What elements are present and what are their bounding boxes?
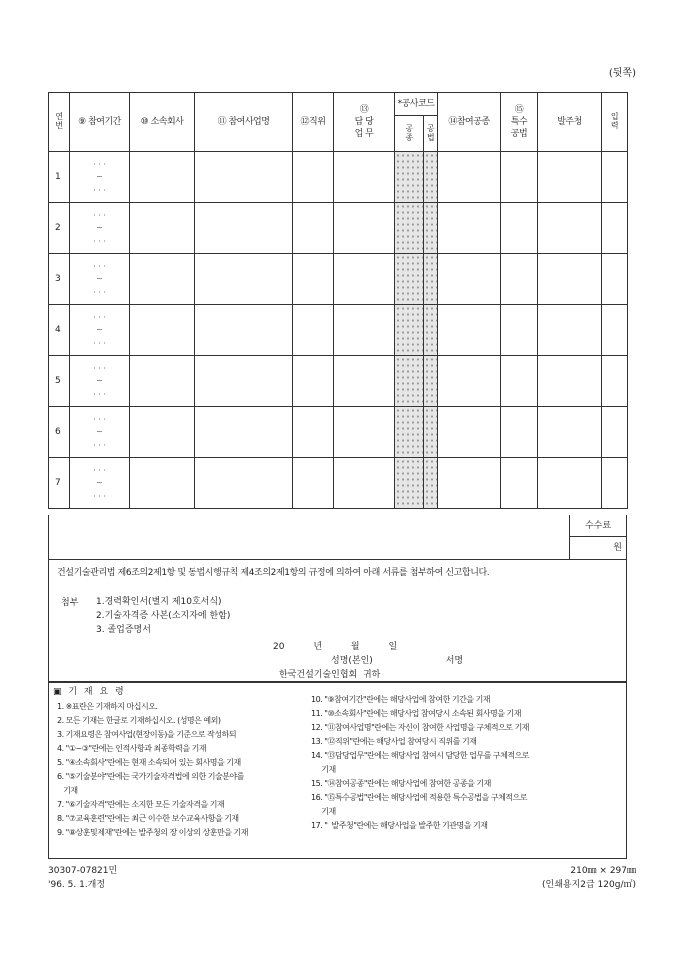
cell-special[interactable] — [501, 305, 538, 356]
instruction-item: 3. 기재요령은 참여사업(현장이동)을 기준으로 작성하되 — [57, 730, 237, 739]
date-year[interactable]: 년 — [313, 642, 323, 652]
sign-label[interactable]: 서명 — [445, 656, 464, 666]
cell-client[interactable] — [538, 203, 602, 254]
table-row — [49, 407, 628, 458]
cell-seq: 4 — [49, 305, 70, 356]
cell-special[interactable] — [501, 152, 538, 203]
cell-code-method[interactable] — [424, 458, 438, 509]
cell-work-type[interactable] — [438, 254, 501, 305]
cell-work-type[interactable] — [438, 203, 501, 254]
period-end-dots: · · · — [93, 339, 106, 348]
cell-duty[interactable] — [334, 152, 395, 203]
instruction-item: 5. "④소속회사"란에는 현재 소속되어 있는 회사명을 기재 — [57, 758, 241, 767]
cell-special[interactable] — [501, 407, 538, 458]
cell-position[interactable] — [293, 254, 334, 305]
career-table — [48, 92, 628, 509]
cell-code-type[interactable] — [395, 152, 424, 203]
header-seq — [49, 93, 70, 152]
cell-code-method[interactable] — [424, 152, 438, 203]
instruction-item: 7. "⑥기술자격"란에는 소지한 모든 기술자격을 기재 — [57, 800, 225, 809]
header-special — [501, 93, 538, 152]
table-row — [49, 203, 628, 254]
period-end-dots: · · · — [93, 186, 106, 195]
attachments-list — [96, 595, 230, 637]
cell-company[interactable] — [130, 407, 195, 458]
cell-project[interactable] — [195, 203, 293, 254]
fee-section — [48, 515, 627, 560]
period-start-dots: · · · — [93, 364, 106, 373]
header-input-text: 입력 — [610, 112, 619, 130]
cell-seq: 1 — [49, 152, 70, 203]
cell-position[interactable] — [293, 203, 334, 254]
cell-seq: 2 — [49, 203, 70, 254]
cell-code-method[interactable] — [424, 305, 438, 356]
period-start-dots: · · · — [93, 313, 106, 322]
cell-work-type[interactable] — [438, 356, 501, 407]
cell-period[interactable] — [70, 407, 130, 458]
header-duty-num: ⑬ — [359, 105, 369, 115]
period-start-dots: · · · — [93, 466, 106, 475]
date-year-prefix[interactable]: 20 — [273, 642, 285, 652]
cell-duty[interactable] — [334, 254, 395, 305]
cell-duty[interactable] — [334, 458, 395, 509]
cell-client[interactable] — [538, 254, 602, 305]
date-month[interactable]: 월 — [350, 642, 360, 652]
instruction-item: 13. "⑫직위"란에는 해당사업 참여당시 직위를 기재 — [311, 737, 477, 746]
instruction-item: 8. "⑦교육훈련"란에는 최근 이수한 보수교육사항을 기재 — [57, 814, 239, 823]
period-end-dots: · · · — [93, 492, 106, 501]
cell-input[interactable] — [602, 254, 628, 305]
cell-work-type[interactable] — [438, 407, 501, 458]
cell-client[interactable] — [538, 305, 602, 356]
table-row — [49, 152, 628, 203]
attachment-item: 3. 졸업증명서 — [96, 625, 151, 635]
cell-position[interactable] — [293, 458, 334, 509]
date-line — [273, 639, 423, 652]
fee-unit[interactable]: 원 — [569, 537, 626, 559]
period-separator: ~ — [96, 223, 103, 232]
cell-input[interactable] — [602, 152, 628, 203]
cell-project[interactable] — [195, 407, 293, 458]
header-code-type-text: 공 종 — [405, 123, 413, 142]
header-position: ⑫직위 — [293, 93, 334, 152]
header-code: *공사코드 — [395, 93, 438, 116]
instruction-item: 1. ※표란은 기재하지 마십시오. — [57, 702, 158, 711]
cell-seq: 5 — [49, 356, 70, 407]
instruction-item: 2. 모든 기재는 한글로 기재하십시오. (성명은 예외) — [57, 716, 221, 725]
cell-code-method[interactable] — [424, 203, 438, 254]
cell-input[interactable] — [602, 356, 628, 407]
instruction-item: 6. "⑤기술분야"란에는 국가기술자격법에 의한 기술분야를 기재 — [57, 772, 244, 795]
instruction-item: 4. "①~③"란에는 인적사항과 최종학력을 기재 — [57, 744, 207, 753]
instructions-title: ▣ 기 재 요 령 — [53, 687, 126, 697]
cell-duty[interactable] — [334, 203, 395, 254]
cell-seq: 7 — [49, 458, 70, 509]
cell-project[interactable] — [195, 254, 293, 305]
cell-position[interactable] — [293, 152, 334, 203]
paper-size: 210㎜ × 297㎜ — [570, 866, 636, 876]
header-code-type — [395, 116, 424, 152]
cell-code-type[interactable] — [395, 305, 424, 356]
cell-code-method[interactable] — [424, 407, 438, 458]
cell-project[interactable] — [195, 458, 293, 509]
period-separator: ~ — [96, 172, 103, 181]
header-special-num: ⑮ — [514, 105, 524, 115]
date-day[interactable]: 일 — [388, 642, 398, 652]
period-separator: ~ — [96, 325, 103, 334]
declaration-text: 건설기술관리법 제6조의2제1항 및 동법시행규칙 제4조의2제1항의 규정에 의하여 아래 서류를 첨부하여 신고합니다. — [57, 568, 490, 578]
back-side-label: (뒷쪽) — [608, 68, 636, 79]
instruction-item: 9. "⑧상훈및제재"란에는 발주청의 장 이상의 상훈만을 기재 — [57, 828, 248, 837]
cell-seq: 6 — [49, 407, 70, 458]
header-company: ⑩ 소속회사 — [130, 93, 195, 152]
header-seq-text: 연번 — [55, 112, 63, 130]
cell-duty[interactable] — [334, 356, 395, 407]
header-period: ⑨ 참여기간 — [70, 93, 130, 152]
header-client: 발주청 — [538, 93, 602, 152]
cell-special[interactable] — [501, 356, 538, 407]
cell-code-method[interactable] — [424, 254, 438, 305]
header-project: ⑪ 참여사업명 — [195, 93, 293, 152]
cell-client[interactable] — [538, 458, 602, 509]
cell-input[interactable] — [602, 407, 628, 458]
cell-company[interactable] — [130, 458, 195, 509]
cell-work-type[interactable] — [438, 152, 501, 203]
cell-client[interactable] — [538, 356, 602, 407]
period-separator: ~ — [96, 274, 103, 283]
instructions-right — [311, 693, 623, 833]
cell-position[interactable] — [293, 356, 334, 407]
signature-line — [331, 653, 463, 666]
header-code-method — [424, 116, 438, 152]
cell-seq: 3 — [49, 254, 70, 305]
cell-company[interactable] — [130, 254, 195, 305]
header-code-method-text: 공법 — [426, 123, 435, 142]
period-start-dots: · · · — [93, 415, 106, 424]
form-code: 30307-07821민 — [48, 866, 118, 876]
cell-special[interactable] — [501, 203, 538, 254]
cell-period[interactable] — [70, 203, 130, 254]
cell-duty[interactable] — [334, 305, 395, 356]
header-duty-line1: 담 당 — [354, 117, 374, 127]
period-end-dots: · · · — [93, 237, 106, 246]
cell-period[interactable] — [70, 356, 130, 407]
cell-work-type[interactable] — [438, 305, 501, 356]
cell-input[interactable] — [602, 458, 628, 509]
cell-work-type[interactable] — [438, 458, 501, 509]
cell-code-type[interactable] — [395, 356, 424, 407]
instruction-item: 10. "⑨참여기간"란에는 해당사업에 참여한 기간을 기재 — [311, 695, 491, 704]
cell-project[interactable] — [195, 152, 293, 203]
recipient: 한국건설기술인협회 귀하 — [279, 670, 381, 680]
instruction-item: 11. "⑩소속회사"란에는 해당사업 참여당시 소속된 회사명을 기재 — [311, 709, 521, 718]
table-row — [49, 458, 628, 509]
cell-code-type[interactable] — [395, 254, 424, 305]
cell-project[interactable] — [195, 305, 293, 356]
period-start-dots: · · · — [93, 160, 106, 169]
table-row — [49, 305, 628, 356]
cell-period[interactable] — [70, 152, 130, 203]
footer-left — [48, 864, 117, 892]
cell-position[interactable] — [293, 305, 334, 356]
fee-label: 수수료 — [569, 515, 626, 537]
cell-company[interactable] — [130, 203, 195, 254]
period-end-dots: · · · — [93, 288, 106, 297]
cell-company[interactable] — [130, 152, 195, 203]
period-start-dots: · · · — [93, 262, 106, 271]
cell-special[interactable] — [501, 254, 538, 305]
cell-code-type[interactable] — [395, 407, 424, 458]
cell-code-type[interactable] — [395, 458, 424, 509]
period-start-dots: · · · — [93, 211, 106, 220]
period-end-dots: · · · — [93, 441, 106, 450]
instruction-item: 12. "⑪참여사업명"란에는 자신이 참여한 사업명을 구체적으로 기재 — [311, 723, 530, 732]
cell-company[interactable] — [130, 356, 195, 407]
instructions-left — [57, 700, 309, 840]
cell-special[interactable] — [501, 458, 538, 509]
period-end-dots: · · · — [93, 390, 106, 399]
cell-code-method[interactable] — [424, 356, 438, 407]
footer-right — [542, 864, 636, 892]
header-duty-line2: 업 무 — [354, 129, 374, 139]
table-row — [49, 356, 628, 407]
paper-spec: (인쇄용지2급 120g/㎡) — [541, 880, 636, 890]
header-special-line2: 공법 — [510, 129, 528, 139]
attachments-title: 첨부 — [61, 598, 79, 608]
header-input — [602, 93, 628, 152]
instructions-section — [48, 682, 627, 859]
cell-duty[interactable] — [334, 407, 395, 458]
instruction-item: 14. "⑬담당업무"란에는 해당사업 참여시 담당한 업무를 구체적으로 기재 — [311, 751, 530, 774]
instruction-item: 16. "⑮특수공법"란에는 해당사업에 적용한 특수공법을 구체적으로 기재 — [311, 793, 527, 816]
revision-date: '96. 5. 1.개정 — [48, 880, 106, 890]
instruction-item: 15. "⑭참여공종"란에는 해당사업에 참여한 공종을 기재 — [311, 779, 491, 788]
declaration-section — [48, 560, 627, 682]
cell-client[interactable] — [538, 152, 602, 203]
cell-company[interactable] — [130, 305, 195, 356]
period-separator: ~ — [96, 478, 103, 487]
cell-client[interactable] — [538, 407, 602, 458]
period-separator: ~ — [96, 427, 103, 436]
cell-period[interactable] — [70, 254, 130, 305]
cell-position[interactable] — [293, 407, 334, 458]
header-work-type: ⑭참여공종 — [438, 93, 501, 152]
signer-label[interactable]: 성명(본인) — [331, 656, 373, 666]
period-separator: ~ — [96, 376, 103, 385]
cell-code-type[interactable] — [395, 203, 424, 254]
cell-input[interactable] — [602, 203, 628, 254]
attachment-item: 1.경력확인서(별지 제10호서식) — [96, 597, 222, 607]
header-duty — [334, 93, 395, 152]
header-special-line1: 특수 — [510, 117, 528, 127]
instruction-item: 17. " 발주청"란에는 해당사업을 발주한 기관명을 기재 — [311, 821, 488, 830]
cell-input[interactable] — [602, 305, 628, 356]
cell-period[interactable] — [70, 458, 130, 509]
table-row — [49, 254, 628, 305]
cell-period[interactable] — [70, 305, 130, 356]
cell-project[interactable] — [195, 356, 293, 407]
attachment-item: 2.기술자격증 사본(소지자에 한함) — [96, 611, 231, 621]
